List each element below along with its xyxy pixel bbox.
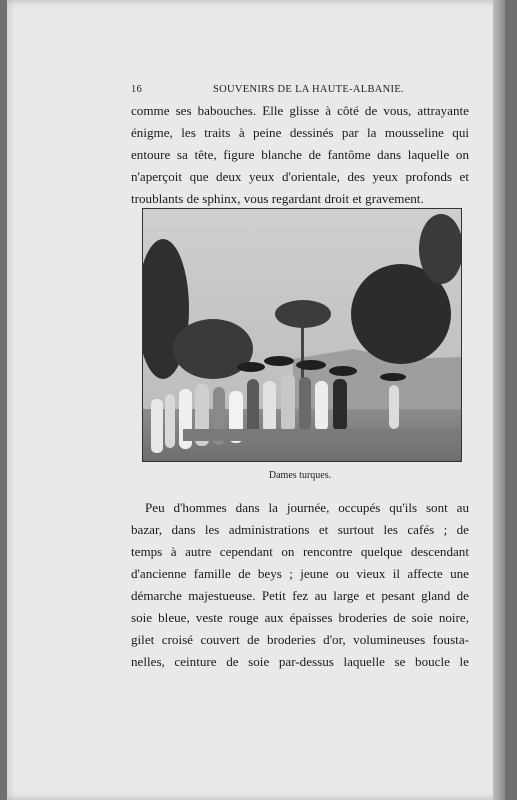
text-line: énigme, les traits à peine dessinés par la mousseline qui	[131, 125, 469, 140]
text-line: troublants de sphinx, vous regardant droit et gravement.	[131, 191, 424, 206]
figure-caption: Dames turques.	[268, 470, 332, 481]
book-page	[7, 0, 505, 800]
text-line: temps à autre cependant on rencontre quelque descendant	[131, 544, 469, 559]
text-line: Peu d'hommes dans la journée, occupés qu'ils sont au	[145, 500, 469, 515]
text-line: comme ses babouches. Elle glisse à côté de vous, attrayante	[131, 103, 469, 118]
text-line: d'ancienne famille de beys ; jeune ou vieux il affecte une	[131, 566, 469, 581]
page-number: 16	[131, 84, 143, 95]
paragraph-2	[131, 497, 469, 673]
text-line: nelles, ceinture de soie par-dessus laquelle se boucle le	[131, 654, 469, 669]
text-line: n'aperçoit que deux yeux d'orientale, des yeux profonds et	[131, 169, 469, 184]
text-line: gilet croisé couvert de broderies d'or, volumineuses fousta-	[131, 632, 469, 647]
text-line: bazar, dans les administrations et surtout les cafés ; de	[131, 522, 469, 537]
running-title: SOUVENIRS DE LA HAUTE-ALBANIE.	[213, 84, 404, 95]
text-line: démarche majestueuse. Petit fez au large et pesant gland de	[131, 588, 469, 603]
photograph-turkish-ladies	[142, 208, 462, 462]
text-line: soie bleue, veste rouge aux épaisses broderies de soie noire,	[131, 610, 469, 625]
text-line: entoure sa tête, figure blanche de fantôme dans laquelle on	[131, 147, 469, 162]
page-edge-shadow	[493, 0, 505, 800]
paragraph-1	[131, 100, 469, 210]
